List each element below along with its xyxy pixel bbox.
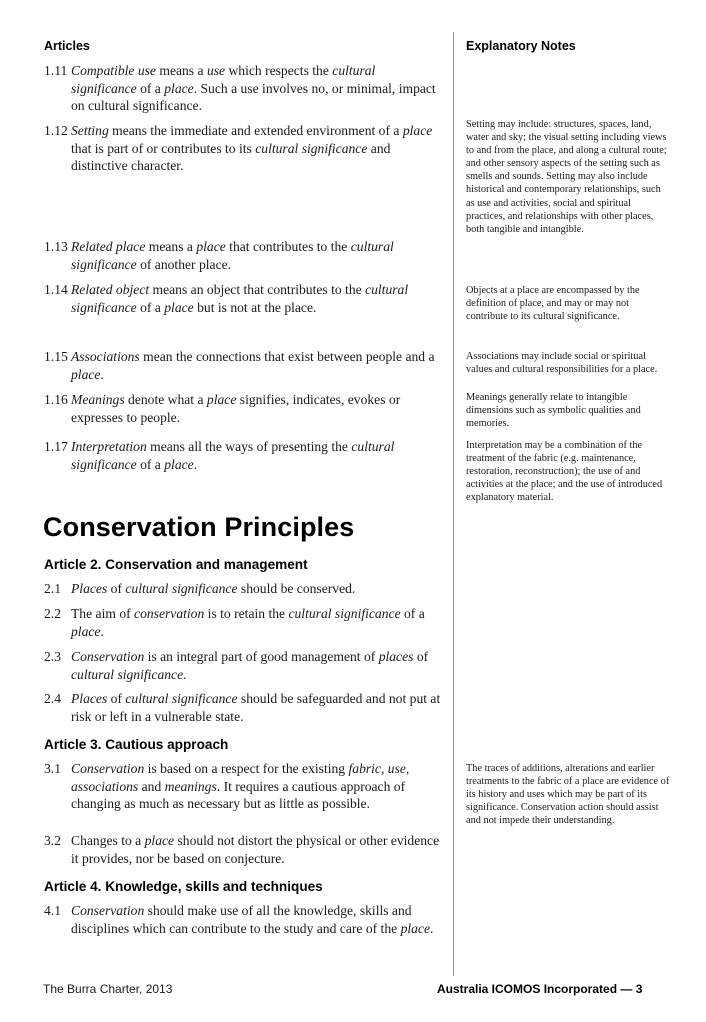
defined-term: Places [71,581,108,596]
article-item [44,580,444,598]
note-objects: Objects at a place are encompassed by the definition of place, and may or may not contribute to its cultural significance. [466,285,640,323]
defined-term: place [164,80,194,96]
note-setting: Setting may include: structures, spaces, land, water and sky; the visual setting including views to and from the place, and along a cultural route; and other sensory aspects of the setting such as smells and sounds. Setting may also include historical and contemporary relationships, such as use and activities, social and spiritual practices, and relationships with other places, both tangible and intangible. [466,119,667,235]
defined-term: cultural significance [255,140,368,156]
article-text: Places of cultural significance should be conserved. [71,581,356,596]
section-title: Conservation Principles [43,512,355,542]
article-text: Setting means the immediate and extended environment of a place that is part of or contributes to its cultural significance and distinctive character. [71,123,433,173]
defined-term: meanings [164,778,217,794]
defined-term: place [164,299,194,315]
article-item [44,238,444,273]
defined-term: cultural significance [125,581,238,596]
defined-term: cultural significance [71,63,376,96]
article-number: 2.4 [44,691,61,706]
article-item [44,281,444,316]
defined-term: fabric, use, associations [71,761,410,794]
article-item [44,760,444,813]
article-item [44,832,444,867]
defined-term: place [71,366,101,382]
article-number: 4.1 [44,903,61,918]
defined-term: place [400,920,431,936]
defined-term: Meanings [71,392,125,407]
article-item [44,62,444,115]
article-text: Conservation is based on a respect for the existing fabric, use, associations and meanings. It requires a cautious approach of changing as much as necessary but as little as possible. [71,761,410,811]
note-meanings: Meanings generally relate to intangible dimensions such as symbolic qualities and memories. [466,392,641,430]
article-text: Related place means a place that contributes to the cultural significance of another place. [71,239,394,272]
article-text: Associations mean the connections that exist between people and a place. [71,349,435,382]
defined-term: Conservation [71,761,145,776]
defined-term: place [402,123,433,138]
article-4-title: Article 4. Knowledge, skills and techniques [44,879,323,894]
article-number: 1.17 [44,439,68,454]
note-traces: The traces of additions, alterations and earlier treatments to the fabric of a place are evidence of its history and uses which may be part of its significance. Conservation action should assist and not impede their understanding. [466,763,670,827]
article-text: Meanings denote what a place signifies, indicates, evokes or expresses to people. [71,392,401,425]
footer-publisher-page: Australia ICOMOS Incorporated — 3 [437,982,643,996]
defined-term: Places [71,691,108,706]
defined-term: place [71,623,101,639]
defined-term: place [164,456,194,472]
footer-document-title: The Burra Charter, 2013 [43,982,173,996]
article-text: Conservation is an integral part of good management of places of cultural significance. [71,649,429,682]
defined-term: use [206,63,226,78]
article-number: 2.2 [44,606,61,621]
article-number: 1.15 [44,349,68,364]
article-number: 1.16 [44,392,68,407]
defined-term: place [206,392,237,407]
article-number: 2.1 [44,581,61,596]
article-item [44,122,444,175]
article-item [44,391,444,426]
article-text: Changes to a place should not distort the physical or other evidence it provides, nor be based on conjecture. [71,833,440,866]
note-interpretation: Interpretation may be a combination of the treatment of the fabric (e.g. maintenance, restoration, reconstruction); the use of and activities at the place; and the use of introduced explanatory material. [466,440,663,504]
article-number: 3.2 [44,833,61,848]
defined-term: Interpretation [71,439,147,454]
article-number: 1.13 [44,239,68,254]
article-text: Conservation should make use of all the knowledge, skills and disciplines which can contribute to the study and care of the place. [71,903,434,936]
defined-term: place [144,833,175,848]
article-number: 3.1 [44,761,61,776]
defined-term: Associations [71,349,140,364]
defined-term: cultural significance [288,606,401,621]
defined-term: Conservation [71,903,145,918]
defined-term: cultural significance [125,691,238,706]
defined-term: places [378,649,414,664]
article-text: Places of cultural significance should be safeguarded and not put at risk or left in a vulnerable state. [71,691,441,724]
article-number: 1.14 [44,282,68,297]
articles-heading: Articles [44,39,90,53]
defined-term: place [196,239,226,254]
defined-term: conservation [134,606,205,621]
defined-term: cultural significance [71,666,184,682]
article-item [44,348,444,383]
article-3-title: Article 3. Cautious approach [44,737,229,752]
column-divider [453,32,454,976]
article-item [44,690,444,725]
defined-term: Conservation [71,649,145,664]
article-item [44,605,444,640]
note-associations: Associations may include social or spiritual values and cultural responsibilities for a place. [466,351,658,376]
defined-term: Related place [71,239,146,254]
defined-term: Setting [71,123,109,138]
article-text: Related object means an object that contributes to the cultural significance of a place but is not at the place. [71,282,409,315]
article-item [44,902,444,937]
article-2-title: Article 2. Conservation and management [44,557,308,572]
article-number: 1.11 [44,63,68,78]
defined-term: cultural significance [71,282,409,315]
article-item [44,648,444,683]
defined-term: Related object [71,282,150,297]
defined-term: Compatible use [71,63,156,78]
article-number: 1.12 [44,123,68,138]
article-text: Interpretation means all the ways of presenting the cultural significance of a place. [71,439,395,472]
notes-heading: Explanatory Notes [466,39,576,53]
article-item [44,438,444,473]
article-text: Compatible use means a use which respects the cultural significance of a place. Such a use involves no, or minimal, impact on cultural significance. [71,63,436,113]
article-text: The aim of conservation is to retain the cultural significance of a place. [71,606,425,639]
defined-term: cultural significance [71,239,394,272]
defined-term: cultural significance [71,439,395,472]
article-number: 2.3 [44,649,61,664]
